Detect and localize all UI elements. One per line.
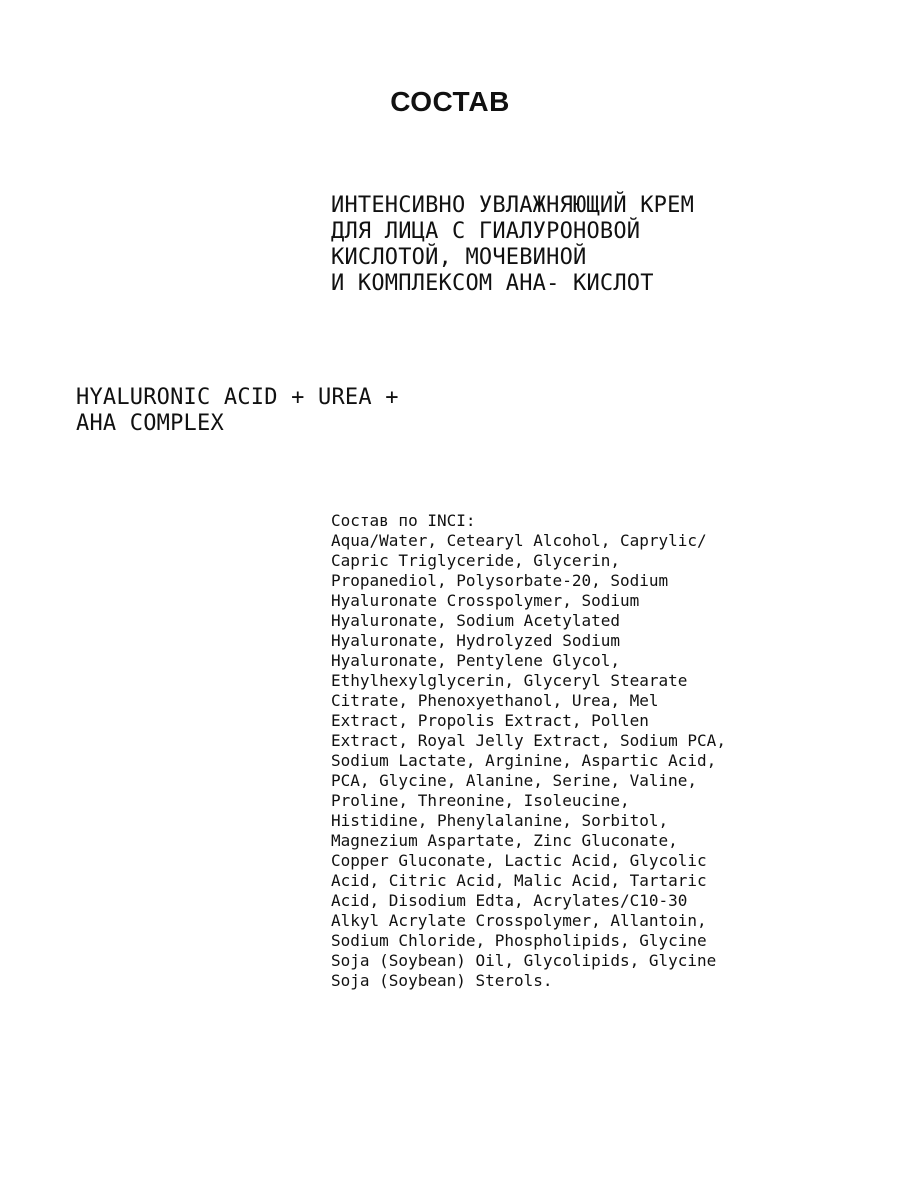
- inci-line: Hyaluronate, Sodium Acetylated: [331, 611, 620, 630]
- inci-line: Acid, Citric Acid, Malic Acid, Tartaric: [331, 871, 707, 890]
- inci-line: Histidine, Phenylalanine, Sorbitol,: [331, 811, 669, 830]
- inci-line: Sodium Lactate, Arginine, Aspartic Acid,: [331, 751, 717, 770]
- inci-line: Acid, Disodium Edta, Acrylates/C10-30: [331, 891, 688, 910]
- inci-line: PCA, Glycine, Alanine, Serine, Valine,: [331, 771, 698, 790]
- inci-line: Soja (Soybean) Oil, Glycolipids, Glycine: [331, 951, 717, 970]
- inci-line: Proline, Threonine, Isoleucine,: [331, 791, 630, 810]
- formula-name: [76, 385, 576, 437]
- inci-line: Citrate, Phenoxyethanol, Urea, Mel: [331, 691, 659, 710]
- inci-line: Hyaluronate, Hydrolyzed Sodium: [331, 631, 620, 650]
- inci-ingredients: [331, 511, 871, 991]
- formula-line: AHA COMPLEX: [76, 411, 224, 436]
- inci-line: Alkyl Acrylate Crosspolymer, Allantoin,: [331, 911, 707, 930]
- product-name-line: ИНТЕНСИВНО УВЛАЖНЯЮЩИЙ КРЕМ: [331, 193, 695, 218]
- inci-line: Sodium Chloride, Phospholipids, Glycine: [331, 931, 707, 950]
- inci-line: Copper Gluconate, Lactic Acid, Glycolic: [331, 851, 707, 870]
- inci-line: Extract, Royal Jelly Extract, Sodium PCA,: [331, 731, 726, 750]
- inci-line: Ethylhexylglycerin, Glyceryl Stearate: [331, 671, 688, 690]
- product-name-line: КИСЛОТОЙ, МОЧЕВИНОЙ: [331, 245, 587, 270]
- formula-line: HYALURONIC ACID + UREA +: [76, 385, 399, 410]
- product-name: [331, 193, 851, 297]
- inci-line: Propanediol, Polysorbate-20, Sodium: [331, 571, 669, 590]
- product-name-line: И КОМПЛЕКСОМ АНА- КИСЛОТ: [331, 271, 654, 296]
- inci-line: Aqua/Water, Cetearyl Alcohol, Caprylic/: [331, 531, 707, 550]
- product-name-line: ДЛЯ ЛИЦА С ГИАЛУРОНОВОЙ: [331, 219, 641, 244]
- inci-line: Hyaluronate Crosspolymer, Sodium: [331, 591, 640, 610]
- page-title: СОСТАВ: [390, 86, 510, 117]
- inci-heading: Состав по INCI:: [331, 511, 476, 530]
- inci-line: Extract, Propolis Extract, Pollen: [331, 711, 649, 730]
- inci-line: Magnezium Aspartate, Zinc Gluconate,: [331, 831, 678, 850]
- inci-line: Soja (Soybean) Sterols.: [331, 971, 553, 990]
- inci-line: Hyaluronate, Pentylene Glycol,: [331, 651, 620, 670]
- inci-line: Capric Triglyceride, Glycerin,: [331, 551, 620, 570]
